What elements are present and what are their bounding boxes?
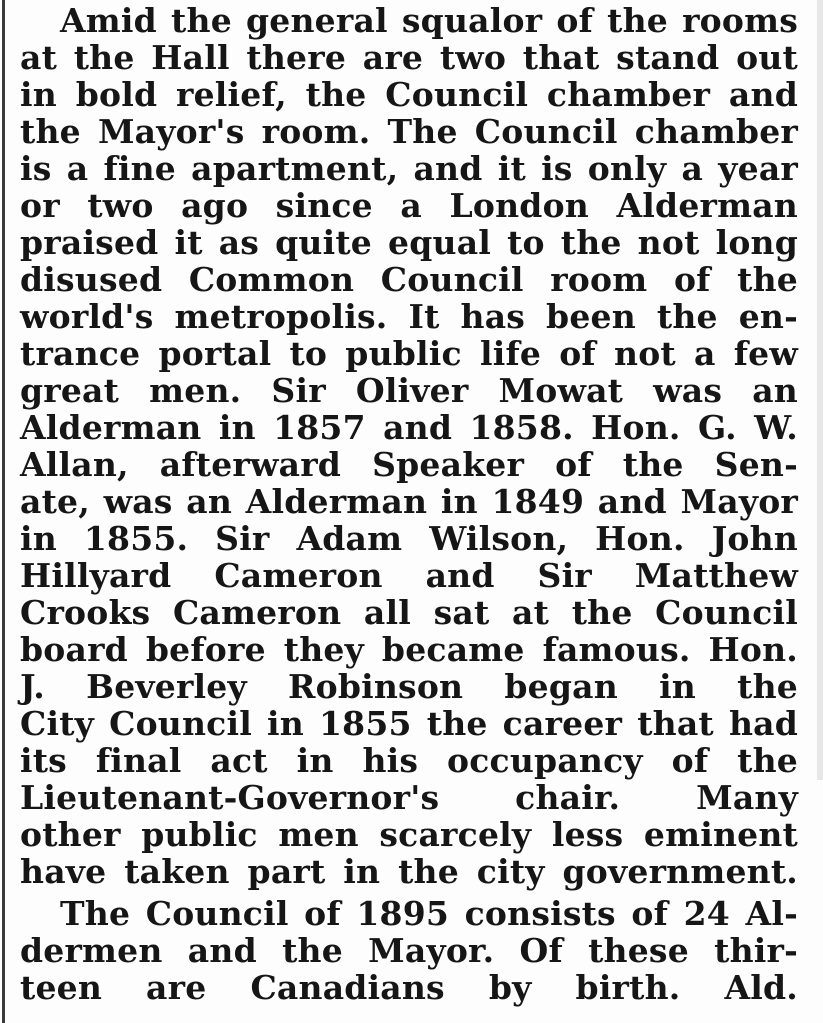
paragraph-2 [20,895,798,1006]
text-line: Amid the general squalor of the rooms [60,1,798,40]
text-line: trance portal to public life of not a few [20,334,798,373]
text-line: its final act in his occupancy of the [20,741,798,780]
text-line: praised it as quite equal to the not long [20,223,798,262]
text-line: in 1855. Sir Adam Wilson, Hon. John [20,519,798,558]
text-line: J. Beverley Robinson began in the [20,667,798,706]
paragraph-1 [20,2,798,890]
text-line: great men. Sir Oliver Mowat was an [20,371,798,410]
text-line: dermen and the Mayor. Of these thir- [20,931,798,970]
text-line: the Mayor's room. The Council chamber [20,112,798,151]
scan-edge-right [817,0,823,780]
text-line: or two ago since a London Alderman [20,186,798,225]
text-line: Alderman in 1857 and 1858. Hon. G. W. [20,408,798,447]
text-line: Lieutenant-Governor's chair. Many [20,778,798,817]
text-line: Allan, afterward Speaker of the Sen- [20,445,798,484]
text-line: Hillyard Cameron and Sir Matthew [20,556,798,595]
text-line: other public men scarcely less eminent [20,815,798,854]
text-line: board before they became famous. Hon. [20,630,798,669]
text-line: teen are Canadians by birth. Ald. [20,968,798,1007]
text-line: Crooks Cameron all sat at the Council [20,593,798,632]
text-line: have taken part in the city government. [20,852,798,891]
text-line: disused Common Council room of the [20,260,798,299]
text-line: in bold relief, the Council chamber and [20,75,798,114]
text-line: ate, was an Alderman in 1849 and Mayor [20,482,798,521]
text-line: The Council of 1895 consists of 24 Al- [60,894,798,933]
text-line: is a fine apartment, and it is only a year [20,149,798,188]
text-line: world's metropolis. It has been the en- [20,297,798,336]
text-line: City Council in 1855 the career that had [20,704,798,743]
article-column [20,2,798,1006]
text-line: at the Hall there are two that stand out [20,38,798,77]
column-rule-left [2,0,5,1023]
